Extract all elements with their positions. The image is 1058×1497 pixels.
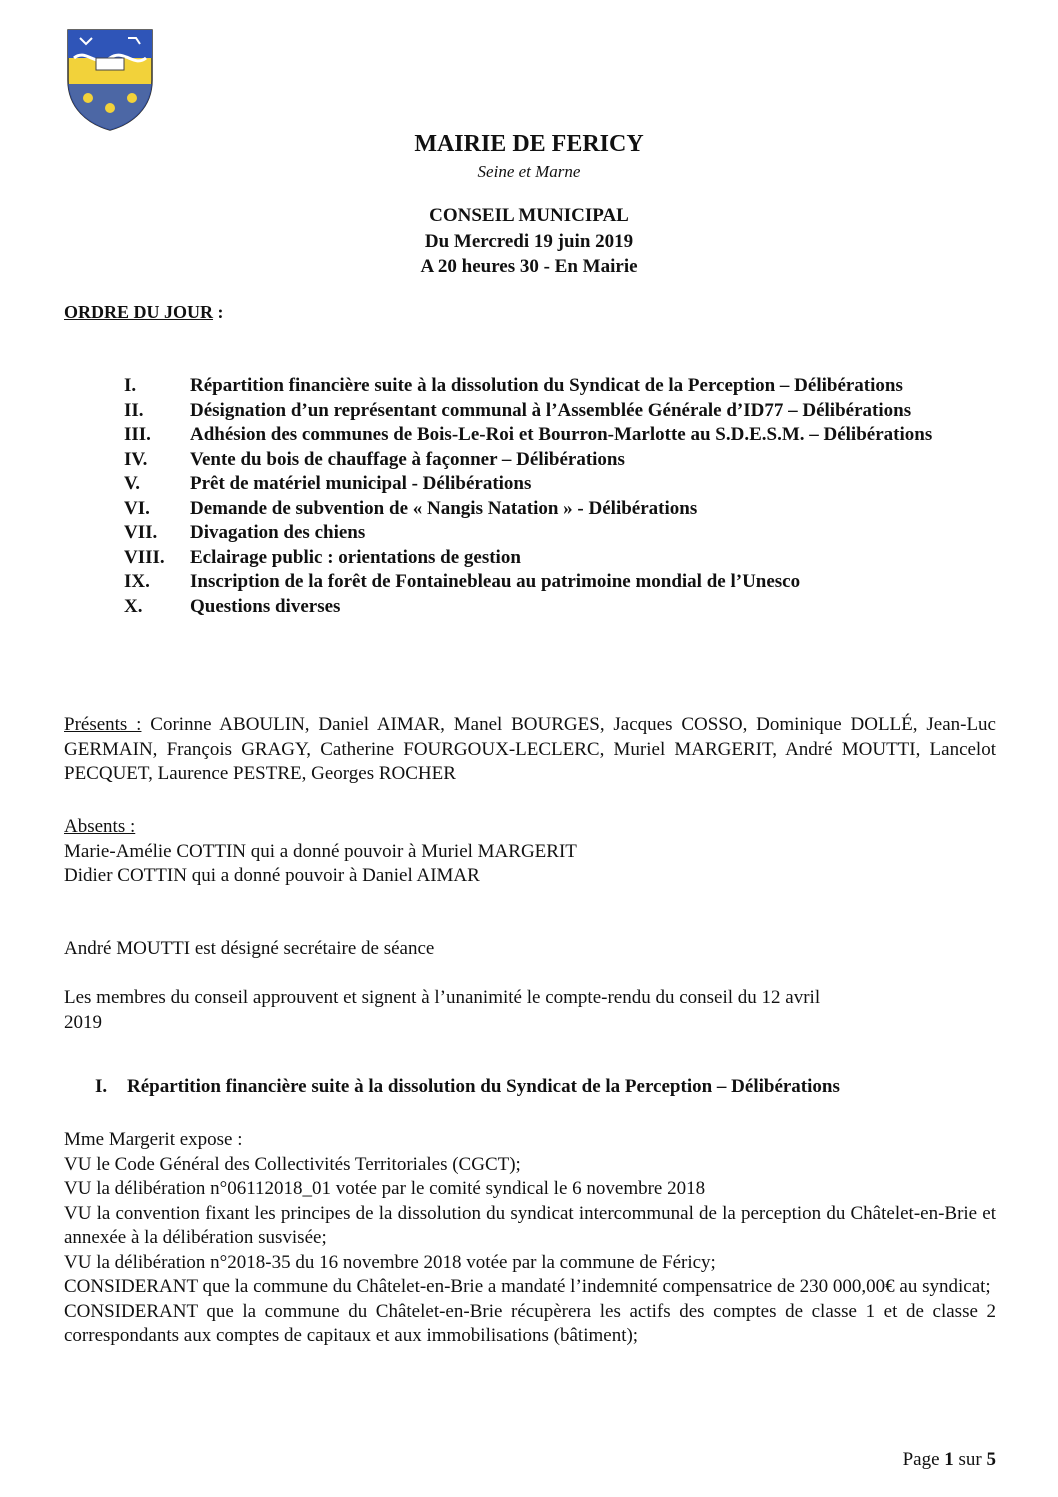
document-title: MAIRIE DE FERICY [414,131,644,157]
agenda-item [124,448,996,473]
agenda-item-number: VI. [124,497,150,519]
agenda-item-text: Vente du bois de chauffage à façonner – Délibérations [190,448,625,470]
agenda-item [124,595,996,620]
absents-label: Absents : [64,816,136,837]
page-label: Page [902,1449,945,1470]
body-paragraph: VU la délibération n°2018-35 du 16 novembre 2018 votée par la commune de Féricy; [64,1251,716,1273]
agenda-list [124,374,996,619]
agenda-item-text: Désignation d’un représentant communal à l’Assemblée Générale d’ID77 – Délibérations [190,399,912,421]
body-paragraph: VU la convention fixant les principes de la dissolution du syndicat intercommunal de la perception du Châtelet-en-Brie et annexée à la délibération susvisée; [64,1202,996,1248]
page-number [903,1449,996,1471]
agenda-item [124,472,996,497]
section-number: I. [95,1076,108,1097]
agenda-item-number: II. [124,399,144,421]
agenda-item-number: V. [124,473,141,494]
agenda-heading-label: ORDRE DU JOUR [64,302,214,322]
approval-statement [64,986,996,1035]
agenda-item-number: I. [124,375,137,396]
body-paragraph: VU le Code Général des Collectivités Territoriales (CGCT); [64,1153,521,1175]
agenda-item-number: VIII. [124,546,165,568]
agenda-item-number: VII. [124,522,158,543]
attendance-absents [64,815,996,889]
agenda-item-text: Prêt de matériel municipal - Délibérations [190,473,532,494]
absent-entry: Didier COTTIN qui a donné pouvoir à Daniel AIMAR [64,865,480,886]
approval-line: Les membres du conseil approuvent et signent à l’unanimité le compte-rendu du conseil du 12 avril [64,987,821,1008]
section-heading [95,1076,840,1098]
agenda-item-text: Répartition financière suite à la dissolution du Syndicat de la Perception – Délibérations [190,375,903,396]
agenda-item [124,570,996,595]
agenda-item-number: IX. [124,571,150,592]
presents-names: Corinne ABOULIN, Daniel AIMAR, Manel BOURGES, Jacques COSSO, Dominique DOLLÉ, Jean-Luc GERMAIN, François GRAGY, Catherine FOURGOUX-LECLERC, Muriel MARGERIT, André MOUTTI, Lancelot PECQUET, Laurence PESTRE, Georges ROCHER [64,714,996,784]
document-subtitle: Seine et Marne [477,162,581,181]
body-paragraph: Mme Margerit expose : [64,1129,243,1150]
secretary-statement: André MOUTTI est désigné secrétaire de séance [64,938,435,959]
meeting-line-time: A 20 heures 30 - En Mairie [420,256,638,277]
agenda-item-text: Questions diverses [190,595,341,617]
agenda-heading-colon: : [213,302,224,322]
agenda-item-number: IV. [124,448,148,470]
page-separator: sur [953,1449,987,1470]
meeting-line-council: CONSEIL MUNICIPAL [429,205,629,226]
body-paragraph: CONSIDERANT que la commune du Châtelet-en-Brie a mandaté l’indemnité compensatrice de 230 000,00€ au syndicat; [64,1276,991,1297]
section-body [64,1128,996,1349]
body-paragraph: VU la délibération n°06112018_01 votée par le comité syndical le 6 novembre 2018 [64,1178,706,1199]
agenda-item-text: Inscription de la forêt de Fontainebleau au patrimoine mondial de l’Unesco [190,571,801,592]
coat-of-arms-icon [66,28,154,132]
attendance-presents [64,713,996,787]
page-total: 5 [986,1449,996,1470]
agenda-item-text: Demande de subvention de « Nangis Natation » - Délibérations [190,497,698,519]
agenda-item [124,521,996,546]
section-title: Répartition financière suite à la dissolution du Syndicat de la Perception – Délibérations [127,1076,840,1097]
agenda-item-text: Adhésion des communes de Bois-Le-Roi et Bourron-Marlotte au S.D.E.S.M. – Délibérations [190,424,933,445]
agenda-item-number: X. [124,595,143,617]
meeting-line-date: Du Mercredi 19 juin 2019 [424,231,634,252]
agenda-item [124,423,996,448]
agenda-item-text: Divagation des chiens [190,522,366,543]
presents-label: Présents : [64,714,142,735]
agenda-heading [64,302,224,323]
agenda-item-number: III. [124,424,151,445]
agenda-item [124,399,996,424]
absent-entry: Marie-Amélie COTTIN qui a donné pouvoir à Muriel MARGERIT [64,840,577,862]
page-current: 1 [944,1449,954,1470]
body-paragraph: CONSIDERANT que la commune du Châtelet-en-Brie récupèrera les actifs des comptes de classe 1 et de classe 2 correspondants aux comptes de capitaux et aux immobilisations (bâtiment); [64,1300,996,1346]
agenda-item [124,546,996,571]
agenda-item [124,497,996,522]
agenda-item-text: Eclairage public : orientations de gestion [190,546,521,568]
agenda-item [124,374,996,399]
approval-line: 2019 [64,1011,102,1033]
